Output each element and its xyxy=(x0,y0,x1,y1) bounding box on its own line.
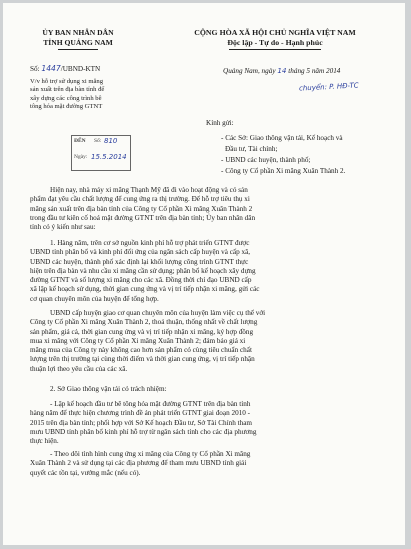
stamp-so-value: 810 xyxy=(104,137,118,145)
agency-name-line1: ỦY BAN NHÂN DÂN xyxy=(42,28,114,37)
body-line: đường GTNT và số lượng xi măng cho các xã. Đồng thời chỉ đạo UBND cấp xyxy=(30,276,252,285)
body-line: tỉnh có ý kiến như sau: xyxy=(30,223,96,232)
body-line: thực hiện. xyxy=(30,437,59,446)
body-line: - Theo dõi tình hình cung ứng xi măng của Công ty Cổ phần Xi măng xyxy=(50,450,251,458)
body-line: Xuân Thành 2 và sử dụng tại các địa phương để tham mưu UBND tỉnh giải xyxy=(30,459,247,468)
country-motto: Độc lập - Tự do - Hạnh phúc xyxy=(227,38,323,47)
body-line: mua xi măng với Công ty Cổ phần Xi măng Xuân Thành 2; đảm bảo giá xi xyxy=(30,336,246,345)
doc-date xyxy=(223,66,340,76)
stamp-ngay-value: 15.5.2014 xyxy=(91,153,127,161)
body-line: măng sản xuất trên địa bàn tỉnh của Công ty Cổ phần Xi măng Xuân Thành 2 xyxy=(30,204,253,213)
body-line: Hiện nay, nhà máy xi măng Thạnh Mỹ đã đi vào hoạt động và có sản xyxy=(50,186,248,194)
received-stamp xyxy=(71,135,131,171)
body-paragraph-1 xyxy=(30,186,385,232)
body-line: lượng trên thị trường tại cùng thời điểm và thời gian cung ứng, vị trí tiếp nhận xyxy=(30,355,255,364)
stamp-so-label: Số: xyxy=(94,138,102,144)
body-line: thuận lợi theo yêu cầu của các xã. xyxy=(30,364,128,373)
handwritten-note: chuyển: P. HĐ-TC xyxy=(298,81,359,93)
date-prefix: Quảng Nam, ngày xyxy=(223,67,276,75)
agency-name-line2: TỈNH QUẢNG NAM xyxy=(43,38,113,47)
date-day-handwritten: 14 xyxy=(277,66,287,75)
body-line: xã lập kế hoạch sử dụng, thời gian cung ứng và vị trí tiếp nhận xi măng, gửi các xyxy=(30,285,260,294)
body-line: phẩm đạt yêu cầu chất lượng để cung ứng ra thị trường. Để hỗ trợ tiêu thụ xi xyxy=(30,195,250,204)
body-line: quyết các tồn tại, vướng mắc (nếu có). xyxy=(30,468,141,477)
subject-line: tông hóa mặt đường GTNT xyxy=(30,103,103,111)
section-2-heading: 2. Sở Giao thông vận tải có trách nhiệm: xyxy=(50,385,167,393)
doc-number-suffix: /UBND-KTN xyxy=(60,65,101,73)
body-line: - Lập kế hoạch đầu tư bê tông hóa mặt đường GTNT trên địa bàn tỉnh xyxy=(50,400,251,408)
doc-number-prefix: Số: xyxy=(30,65,40,73)
body-line: hiện trên địa bàn và nhu cầu xi măng cần sử dụng; phân bổ kế hoạch xây dựng xyxy=(30,266,256,275)
body-line: Công ty Cổ phần Xi măng Xuân Thành 2, thoả thuận, thống nhất về chất lượng xyxy=(30,318,258,327)
recipient-item: - Các Sở: Giao thông vận tải, Kế hoạch và xyxy=(221,134,343,142)
body-line: 1. Hàng năm, trên cơ sở nguồn kinh phí hỗ trợ phát triển GTNT được xyxy=(50,239,250,247)
subject-line: V/v hỗ trợ sử dụng xi măng xyxy=(30,78,103,85)
body-line: trong đầu tư kiên cố hoá mặt đường GTNT trên địa bàn tỉnh; Ủy ban nhân dân xyxy=(30,213,256,222)
body-line: UBND cấp huyện giao cơ quan chuyên môn của huyện làm việc cụ thể với xyxy=(50,309,266,317)
motto-underline xyxy=(229,49,321,50)
kinh-gui-label: Kính gửi: xyxy=(206,119,234,127)
doc-number xyxy=(30,64,100,74)
subject-line: sản xuất trên địa bàn tỉnh để xyxy=(30,86,105,94)
body-line: UBND các huyện, thành phố xác định lại khối lượng công trình GTNT thực xyxy=(30,257,249,266)
body-line: măng mua của Công ty này không cao hơn sản phẩm có cùng tiêu chuẩn chất xyxy=(30,346,252,355)
recipient-item: - UBND các huyện, thành phố; xyxy=(221,156,311,164)
body-paragraph-6 xyxy=(30,450,385,478)
document-page xyxy=(3,3,405,545)
recipient-item: - Công ty Cổ phần Xi măng Xuân Thành 2. xyxy=(221,167,346,175)
body-line: hàng năm để thực hiện chương trình đề án phát triển GTNT giai đoạn 2010 - xyxy=(30,409,251,418)
date-suffix: tháng 5 năm 2014 xyxy=(288,67,341,75)
agency-underline xyxy=(58,49,98,50)
body-line: UBND tỉnh phân bổ và kinh phí đối ứng của ngân sách cấp huyện và cấp xã, xyxy=(30,248,251,257)
doc-subject xyxy=(30,78,104,112)
stamp-den-label: ĐẾN xyxy=(74,138,86,144)
body-line: 2015 trên địa bàn tỉnh; phối hợp với Sở Kế hoạch Đầu tư, Sở Tài Chính tham xyxy=(30,418,252,427)
body-paragraph-5 xyxy=(30,400,385,446)
body-line: mưu UBND tỉnh phân bổ kinh phí hỗ trợ từ ngân sách tỉnh cho các địa phương xyxy=(30,427,257,436)
doc-number-handwritten: 1447 xyxy=(41,64,61,73)
body-line: cơ quan chuyên môn của huyện để tổng hợp. xyxy=(30,294,159,303)
stamp-ngay-label: Ngày: xyxy=(74,154,88,160)
country-name-line1: CỘNG HÒA XÃ HỘI CHỦ NGHĨA VIỆT NAM xyxy=(194,28,356,37)
body-line: sản phẩm, giá cả, thời gian cung ứng và vị trí tiếp nhận xi măng, ký hợp đồng xyxy=(30,327,254,336)
body-paragraph-3 xyxy=(30,309,385,374)
subject-line: xây dựng các công trình bê xyxy=(30,94,102,102)
body-paragraph-2 xyxy=(30,239,385,304)
recipient-list xyxy=(221,133,345,177)
recipient-item: Đầu tư, Tài chính; xyxy=(225,145,278,153)
